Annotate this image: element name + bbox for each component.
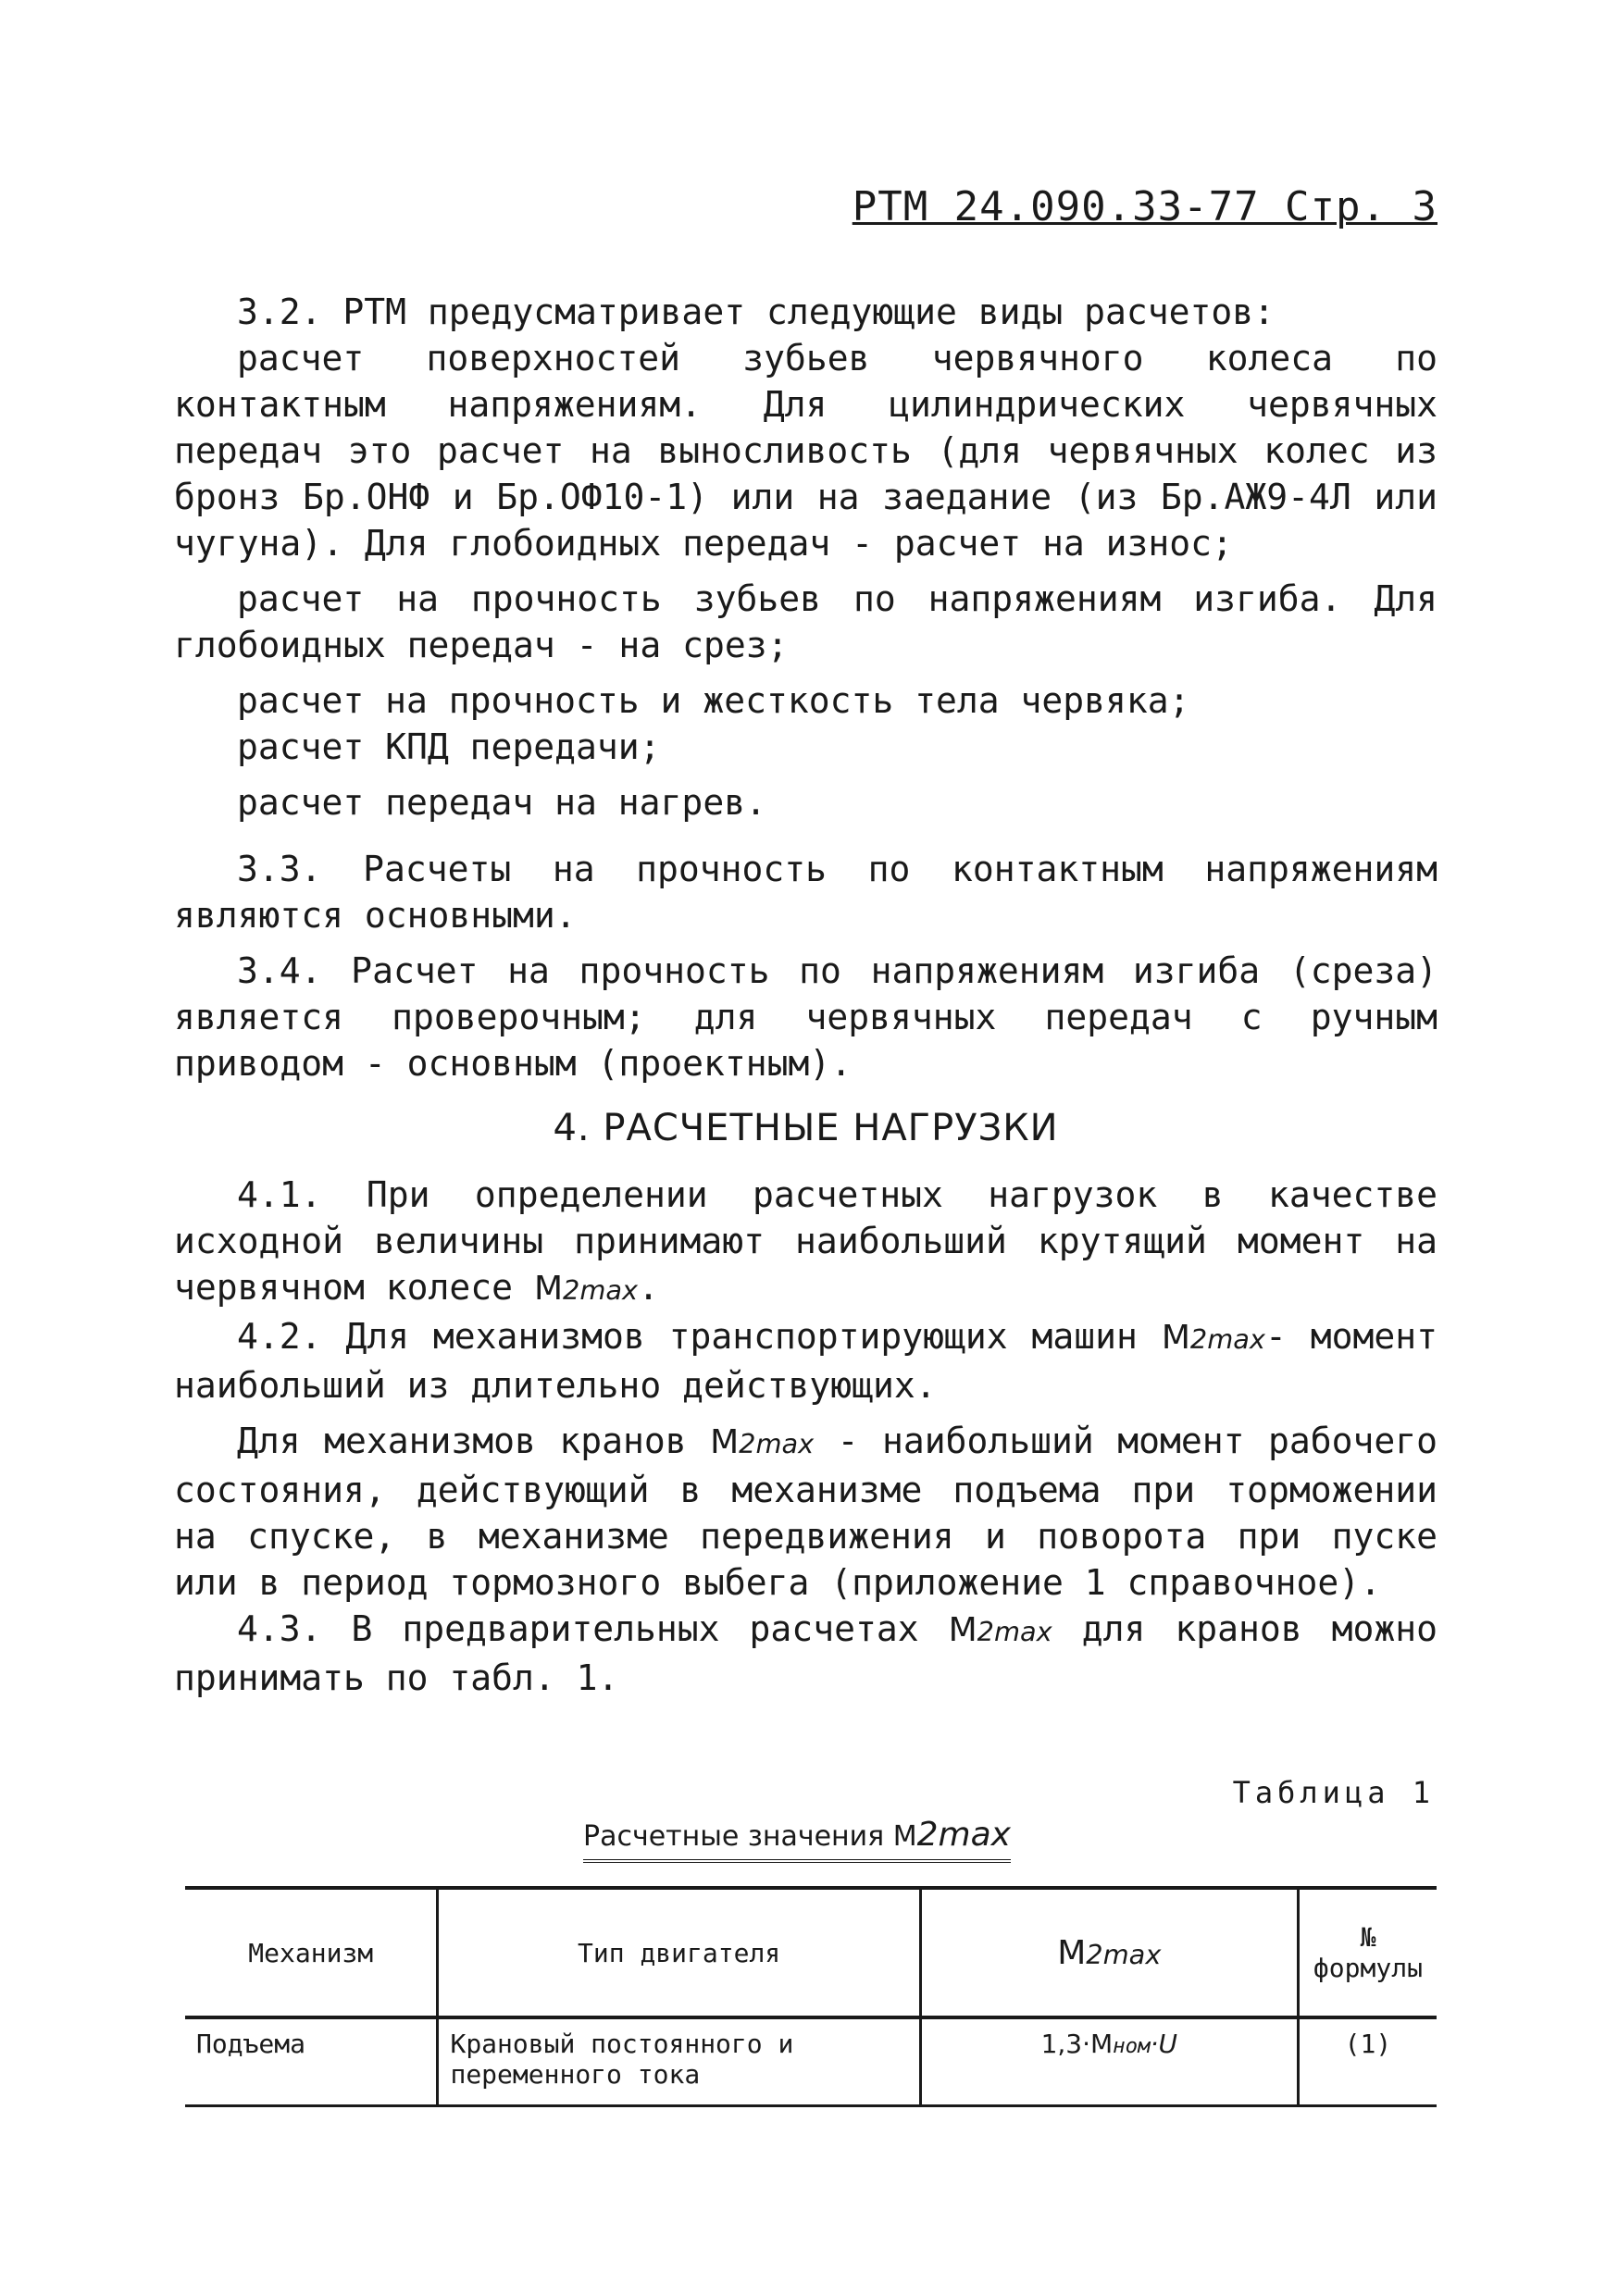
- cell-formula: 1,3·Мном·U: [920, 2017, 1298, 2105]
- cell-formula-number: (1): [1298, 2017, 1437, 2105]
- clause-4-3: 4.3. В предварительных расчетах М2max для кранов можно принимать по табл. 1.: [174, 1608, 1438, 1698]
- table-title: Расчетные значения М2max: [583, 1816, 1011, 1863]
- clause-4-1: 4.1. При определении расчетных нагрузок в качестве исходной величины принимают наибольший крутящий момент на червячном колесе М2max.: [174, 1174, 1438, 1308]
- document-body: [174, 289, 1438, 1701]
- design-values-table: [185, 1886, 1437, 2107]
- section-4-heading: 4. РАСЧЕТНЫЕ НАГРУЗКИ: [553, 1107, 1059, 1149]
- clause-3-2-item-bending: расчет на прочность зубьев по напряжениям изгиба. Для глобоидных передач - на срез;: [174, 578, 1438, 665]
- m2max-symbol: М2max: [533, 1270, 639, 1308]
- cell-motor-type: Крановый постоянного и переменного тока: [438, 2017, 920, 2105]
- m2max-symbol: М2max: [1161, 1319, 1265, 1357]
- col-header-mechanism: Механизм: [248, 1937, 374, 1968]
- page-header: РТМ 24.090.33-77 Стр. 3: [852, 183, 1438, 230]
- clause-4-2-cranes-text: Для механизмов кранов: [237, 1421, 711, 1461]
- m2max-symbol: М2max: [948, 1611, 1052, 1649]
- col-header-formula-number: № формулы: [1298, 1888, 1437, 2017]
- table-caption: Таблица 1: [1232, 1775, 1435, 1810]
- clause-3-2-item-worm-body: расчет на прочность и жесткость тела червяка;: [237, 680, 1190, 721]
- clause-3-2-title: 3.2. РТМ предусматривает следующие виды расчетов:: [237, 292, 1276, 332]
- clause-3-2-item-heating: расчет передач на нагрев.: [237, 782, 766, 823]
- table-row: [185, 2017, 1437, 2105]
- clause-3-4: 3.4. Расчет на прочность по напряжениям изгиба (среза) является проверочным; для червячных передач с ручным приводом - основным (проектным).: [174, 950, 1438, 1084]
- col-header-motor-type: Тип двигателя: [438, 1888, 920, 2017]
- clause-3-2-item-contact: расчет поверхностей зубьев червячного колеса по контактным напряжениям. Для цилиндрических червячных передач это расчет на выносливость (для червячных колес из бронз Бр.ОНФ и Бр.ОФ10-1) или на заедание (из Бр.АЖ9-4Л или чугуна). Для глобоидных передач - расчет на износ;: [174, 338, 1438, 564]
- table-header-row: [185, 1888, 1437, 2017]
- clause-4-2-text: 4.2. Для механизмов транспортирующих машин: [237, 1316, 1162, 1357]
- clause-3-3: 3.3. Расчеты на прочность по контактным напряжениям являются основными.: [174, 849, 1438, 936]
- clause-4-1-text: 4.1. При определении расчетных нагрузок в качестве исходной величины принимают наибольший крутящий момент на червячном колесе: [174, 1174, 1438, 1308]
- clause-4-3-text: 4.3. В предварительных расчетах: [237, 1608, 949, 1649]
- clause-4-2: 4.2. Для механизмов транспортирующих машин М2max- момент наибольший из длительно действующих.: [174, 1316, 1438, 1406]
- cell-mechanism: Подъема: [196, 2029, 306, 2059]
- clause-3-2-item-efficiency: расчет КПД передачи;: [237, 726, 661, 767]
- m2max-symbol: М2max: [710, 1423, 815, 1461]
- col-header-m2max: М2max: [920, 1888, 1298, 2017]
- clause-4-2-cranes: Для механизмов кранов М2max - наибольший момент рабочего состояния, действующий в механизме подъема при торможении на спуске, в механизме передвижения и поворота при пуске или в период тормозного выбега (приложение 1 справочное).: [174, 1421, 1438, 1603]
